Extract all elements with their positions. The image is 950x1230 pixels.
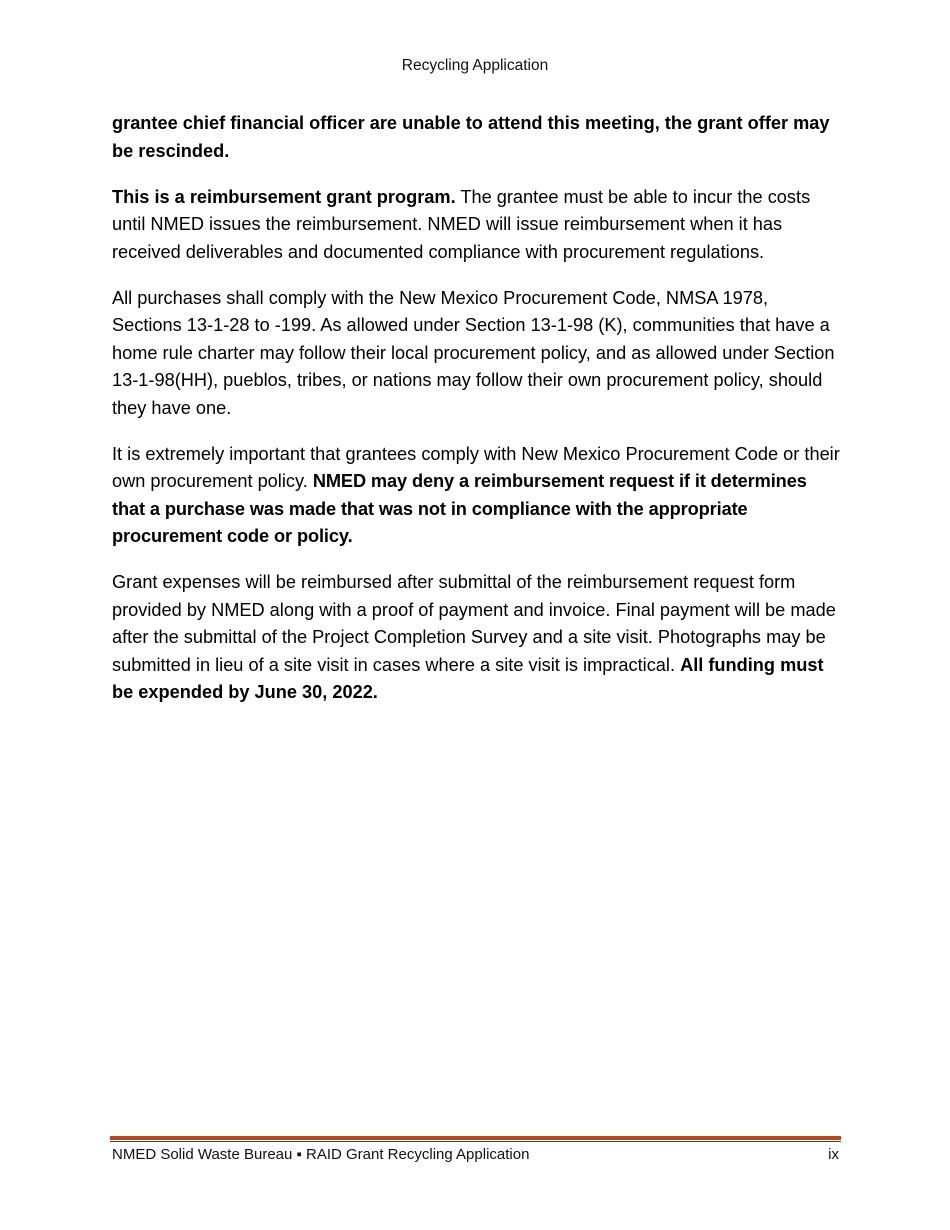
page-footer xyxy=(112,1145,839,1165)
bold-text: NMED may deny a reimbursement request if it determines that a purchase was made that was not in compliance with the appropriate procurement code or policy. xyxy=(112,471,807,546)
paragraph-grant-expenses xyxy=(112,569,842,707)
page-header: Recycling Application xyxy=(401,57,549,74)
page-number: ix xyxy=(828,1146,839,1163)
footer-divider xyxy=(110,1136,841,1142)
body-text: The grantee must be able to incur the costs until NMED issues the reimbursement. NMED will issue reimbursement when it has received deliverables and documented compliance with procurement regulations. xyxy=(112,186,811,262)
bold-text: grantee chief financial officer are unable to attend this meeting, the grant offer may be rescinded. xyxy=(112,113,830,161)
paragraph-reimbursement-program xyxy=(112,184,842,267)
body-text: Grant expenses will be reimbursed after submittal of the reimbursement request form provided by NMED along with a proof of payment and invoice. Final payment will be made after the submittal of the Project Completion Survey and a site visit. Photographs may be submitted in lieu of a site visit in cases where a site visit is impractical. xyxy=(112,572,836,675)
paragraph-compliance xyxy=(112,441,842,551)
bold-text: All funding must be expended by June 30, 2022. xyxy=(112,654,824,702)
body-text: It is extremely important that grantees comply with New Mexico Procurement Code or their own procurement policy. xyxy=(112,443,840,491)
footer-text: NMED Solid Waste Bureau ▪ RAID Grant Recycling Application xyxy=(112,1146,530,1163)
footer-divider-thick xyxy=(110,1136,841,1140)
paragraph-meeting-rescind xyxy=(112,110,842,165)
paragraph-procurement-code xyxy=(112,285,842,423)
bold-text: This is a reimbursement grant program. xyxy=(112,186,456,207)
document-body xyxy=(112,110,842,725)
body-text: All purchases shall comply with the New Mexico Procurement Code, NMSA 1978, Sections 13-1-28 to -199. As allowed under Section 13-1-98 (K), communities that have a home rule charter may follow their local procurement policy, and as allowed under Section 13-1-98(HH), pueblos, tribes, or nations may follow their own procurement policy, should they have one. xyxy=(112,287,835,418)
footer-divider-thin xyxy=(110,1141,841,1142)
